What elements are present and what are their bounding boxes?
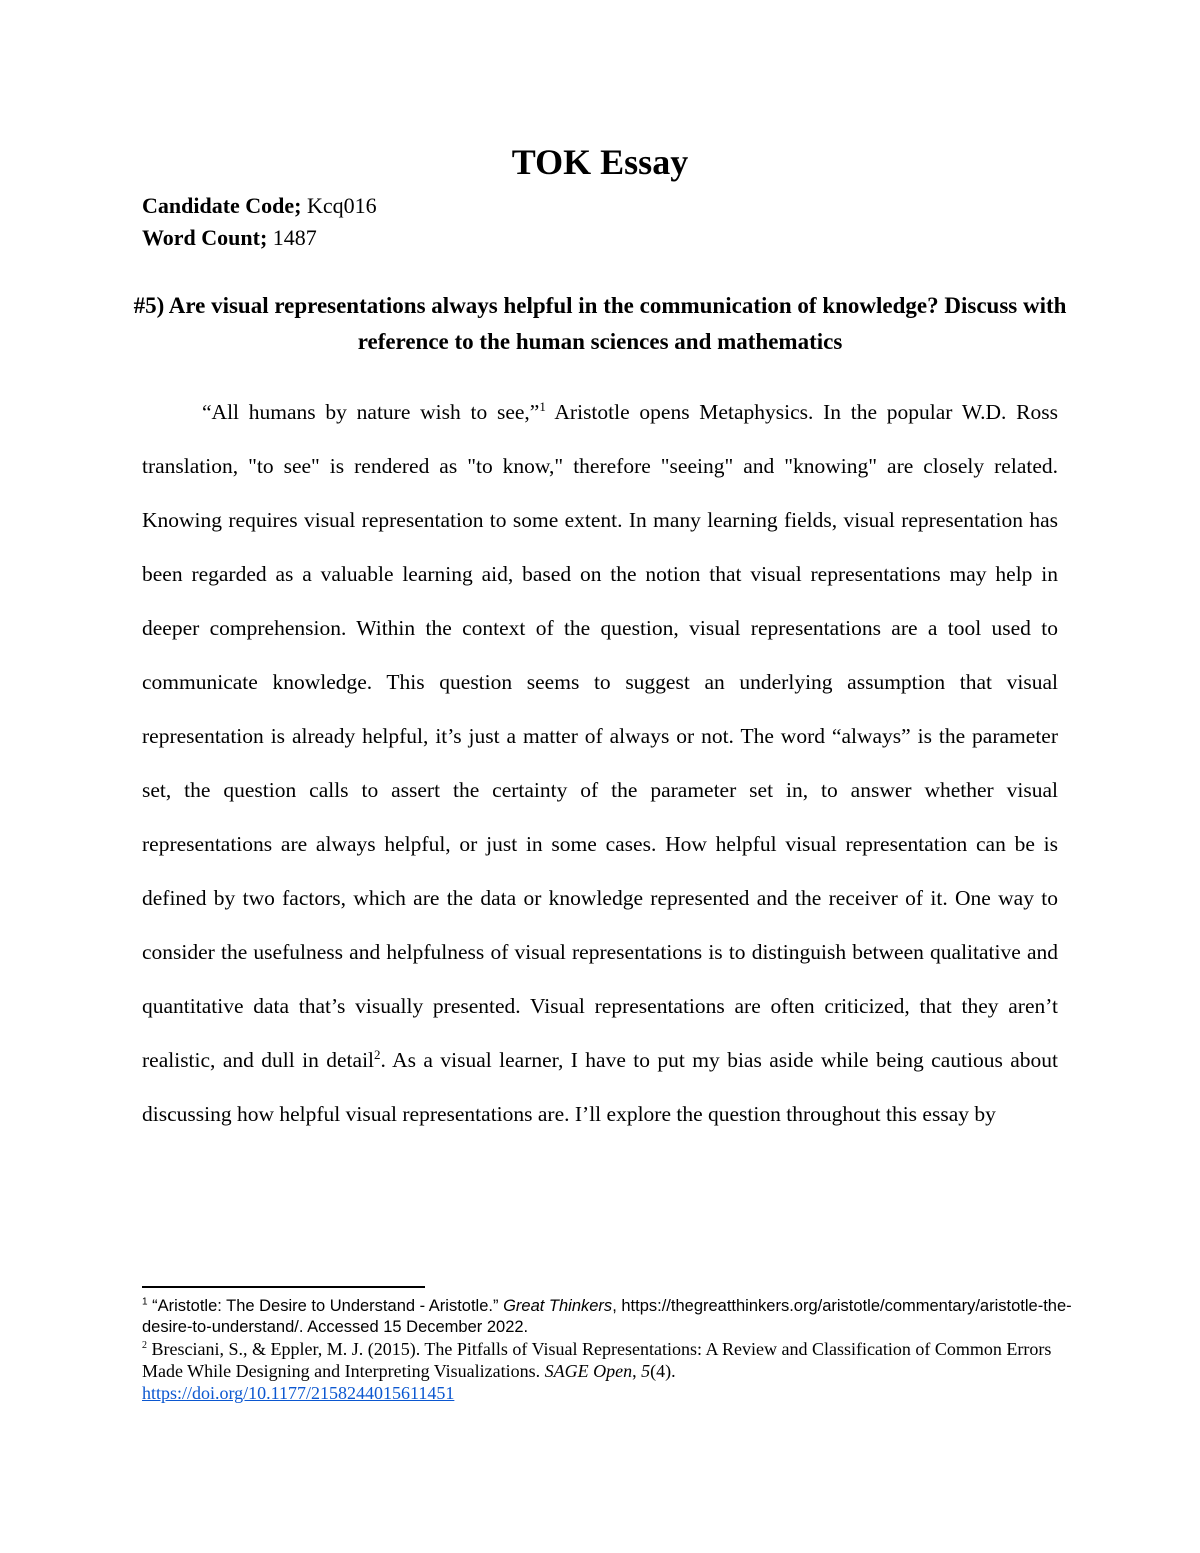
word-count-label: Word Count; bbox=[142, 225, 268, 250]
footnote-2 bbox=[142, 1338, 1072, 1404]
footnote-1-text: “Aristotle: The Desire to Understand - Aristotle.” bbox=[147, 1297, 504, 1315]
candidate-code-value: Kcq016 bbox=[301, 193, 377, 218]
doi-link[interactable]: https://doi.org/10.1177/2158244015611451 bbox=[142, 1383, 455, 1403]
footnote-2-volume: 5 bbox=[641, 1361, 651, 1381]
page-title: TOK Essay bbox=[511, 142, 689, 182]
footnote-1-source: Great Thinkers bbox=[503, 1297, 613, 1315]
body-part-1: “All humans by nature wish to see,” bbox=[202, 400, 540, 424]
footnote-2-number: 2 bbox=[142, 1340, 147, 1351]
footnote-ref-2[interactable]: 2 bbox=[374, 1046, 381, 1062]
footnote-ref-1[interactable]: 1 bbox=[539, 398, 546, 414]
body-part-3: . As a visual learner, I have to put my bias aside while being cautious about discussing how helpful visual representations are. I’ll explore the question throughout this essay by bbox=[142, 1048, 1058, 1126]
word-count-row bbox=[142, 222, 377, 254]
word-count-value: 1487 bbox=[267, 225, 317, 250]
candidate-code-label: Candidate Code; bbox=[142, 193, 302, 218]
footnote-2-issue: (4). bbox=[650, 1361, 676, 1381]
essay-meta bbox=[142, 190, 377, 254]
footnote-1-rest: , https://thegreatthinkers.org/aristotle/commentary/aristotle-the-desire-to-understand/. Accessed 15 December 2022. bbox=[142, 1297, 1072, 1336]
body-part-2: Aristotle opens Metaphysics. In the popular W.D. Ross translation, "to see" is rendered as "to know," therefore "seeing" and "knowing" are closely related. Knowing requires visual representation to some extent. In many learning fields, visual representation has been regarded as a valuable learning aid, based on the notion that visual representations may help in deeper comprehension. Within the context of the question, visual representations are a tool used to communicate knowledge. This question seems to suggest an underlying assumption that visual representation is already helpful, it’s just a matter of always or not. The word “always” is the parameter set, the question calls to assert the certainty of the parameter set in, to answer whether visual representations are always helpful, or just in some cases. How helpful visual representation can be is defined by two factors, which are the data or knowledge represented and the receiver of it. One way to consider the usefulness and helpfulness of visual representations is to distinguish between qualitative and quantitative data that’s visually presented. Visual representations are often criticized, that they aren’t realistic, and dull in detail bbox=[142, 400, 1058, 1072]
footnote-1 bbox=[142, 1296, 1072, 1338]
footnotes bbox=[142, 1296, 1072, 1404]
essay-body bbox=[142, 385, 1058, 1141]
essay-question: #5) Are visual representations always helpful in the communication of knowledge? Discuss with reference to the human sciences and mathematics bbox=[133, 293, 1067, 354]
footnote-divider bbox=[142, 1286, 425, 1288]
footnote-2-text: Bresciani, S., & Eppler, M. J. (2015). The Pitfalls of Visual Representations: A Review and Classification of Common Errors Made While Designing and Interpreting Visualizations. bbox=[142, 1339, 1052, 1381]
footnote-2-comma: , bbox=[632, 1361, 642, 1381]
candidate-code-row bbox=[142, 190, 377, 222]
footnote-2-journal: SAGE Open bbox=[544, 1361, 633, 1381]
footnote-1-number: 1 bbox=[142, 1296, 148, 1308]
